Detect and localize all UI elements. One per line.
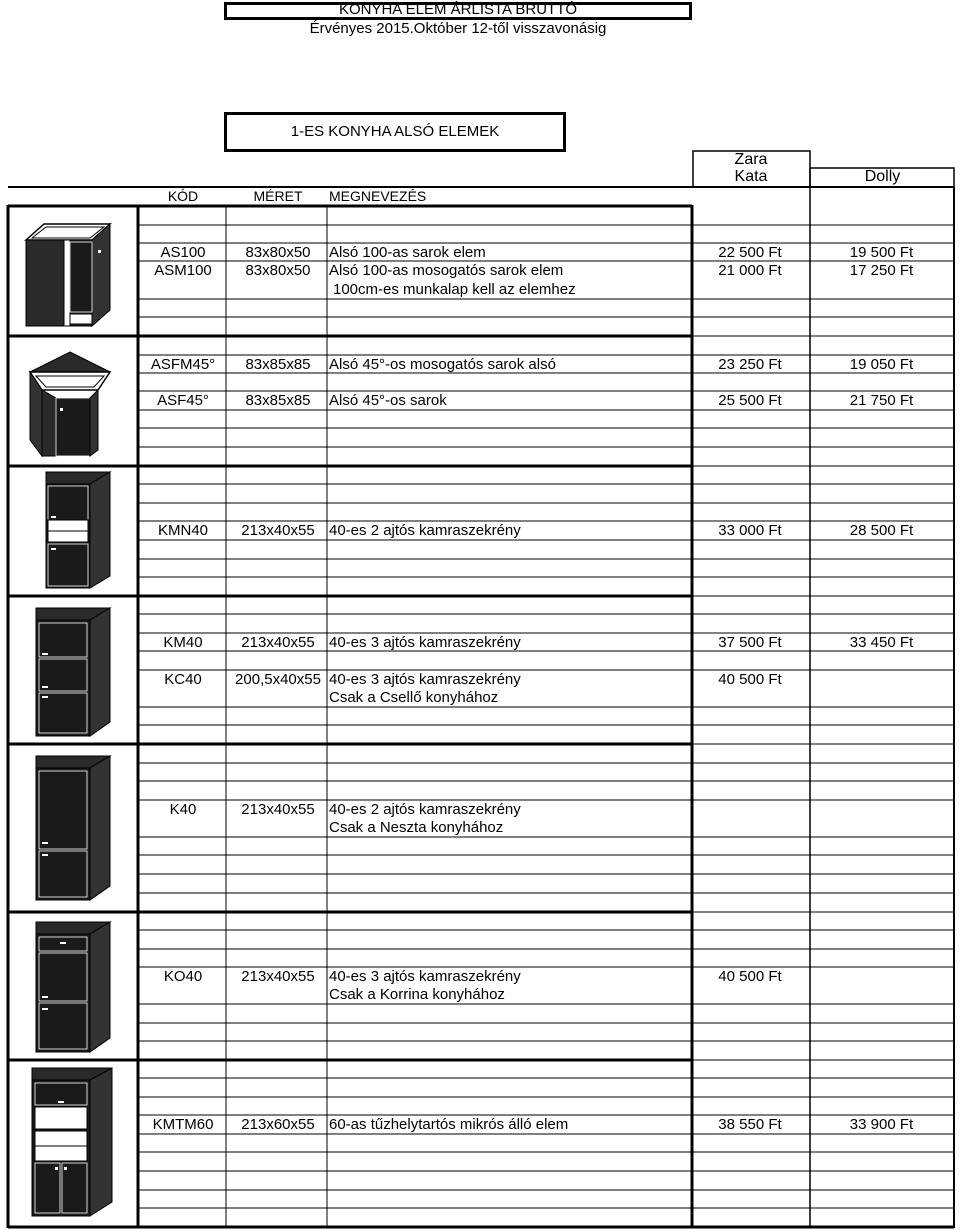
- row-size: 213x40x55: [241, 634, 315, 651]
- corner-base-cabinet-image: [24, 222, 112, 330]
- page-subtitle: Érvényes 2015.Október 12-től visszavonásig: [309, 20, 607, 37]
- column-header-size: MÉRET: [253, 188, 303, 204]
- row-price-zara: 22 500 Ft: [718, 244, 782, 261]
- row-price-zara: 40 500 Ft: [718, 968, 782, 985]
- row-name: Alsó 45°-os mosogatós sarok alsó: [329, 356, 556, 373]
- row-price-dolly: 19 050 Ft: [849, 356, 914, 373]
- row-name: 60-as tűzhelytartós mikrós álló elem: [329, 1116, 569, 1133]
- column-header-kata: Kata: [734, 168, 768, 185]
- row-note: 100cm-es munkalap kell az elemhez: [333, 281, 576, 298]
- column-header-name: MEGNEVEZÉS: [329, 188, 427, 204]
- row-code: KC40: [164, 671, 202, 688]
- row-price-dolly: 17 250 Ft: [849, 262, 914, 279]
- row-name: 40-es 2 ajtós kamraszekrény: [329, 801, 521, 818]
- row-price-zara: 40 500 Ft: [718, 671, 782, 688]
- row-name: 40-es 3 ajtós kamraszekrény: [329, 671, 521, 688]
- oven-microwave-tall-unit-image: [26, 1066, 116, 1220]
- row-price-zara: 25 500 Ft: [718, 392, 782, 409]
- row-price-zara: 23 250 Ft: [718, 356, 782, 373]
- row-price-zara: 21 000 Ft: [718, 262, 782, 279]
- row-code: ASFM45°: [150, 356, 216, 373]
- row-code: KMN40: [157, 522, 209, 539]
- row-name: Alsó 45°-os sarok: [329, 392, 447, 409]
- row-price-dolly: 21 750 Ft: [849, 392, 914, 409]
- row-code: KO40: [163, 968, 203, 985]
- row-note: Csak a Neszta konyhához: [329, 819, 504, 836]
- column-header-code: KÓD: [167, 188, 199, 204]
- row-code: KM40: [163, 634, 203, 651]
- row-note: Csak a Csellő konyhához: [329, 689, 499, 706]
- row-name: Alsó 100-as mosogatós sarok elem: [329, 262, 564, 279]
- row-price-dolly: 19 500 Ft: [849, 244, 914, 261]
- row-price-zara: 33 000 Ft: [718, 522, 782, 539]
- row-size: 83x80x50: [245, 262, 311, 279]
- row-size: 213x60x55: [241, 1116, 315, 1133]
- row-size: 83x80x50: [245, 244, 311, 261]
- angled-corner-cabinet-image: [26, 350, 114, 458]
- row-code: KMTM60: [152, 1116, 214, 1133]
- row-size: 213x40x55: [241, 968, 315, 985]
- row-note: Csak a Korrina konyhához: [329, 986, 505, 1003]
- tall-3-door-pantry-ko40-image: [30, 920, 114, 1054]
- tall-3-door-pantry-image: [30, 606, 114, 738]
- row-name: Alsó 100-as sarok elem: [329, 244, 486, 261]
- row-size: 213x40x55: [241, 801, 315, 818]
- column-header-dolly: Dolly: [864, 168, 901, 185]
- section-title: 1-ES KONYHA ALSÓ ELEMEK: [224, 112, 566, 152]
- row-price-dolly: 28 500 Ft: [849, 522, 914, 539]
- row-size: 213x40x55: [241, 522, 315, 539]
- tall-2-door-pantry-image: [30, 470, 114, 590]
- row-name: 40-es 2 ajtós kamraszekrény: [329, 522, 521, 539]
- row-price-zara: 37 500 Ft: [718, 634, 782, 651]
- row-code: ASF45°: [157, 392, 209, 409]
- row-price-zara: 38 550 Ft: [718, 1116, 782, 1133]
- row-name: 40-es 3 ajtós kamraszekrény: [329, 968, 521, 985]
- row-size: 83x85x85: [245, 356, 311, 373]
- row-code: ASM100: [154, 262, 212, 279]
- row-price-dolly: 33 450 Ft: [849, 634, 914, 651]
- tall-2-door-pantry-k40-image: [30, 754, 114, 904]
- row-size: 83x85x85: [245, 392, 311, 409]
- row-size: 200,5x40x55: [235, 671, 321, 688]
- row-price-dolly: 33 900 Ft: [849, 1116, 914, 1133]
- row-code: K40: [169, 801, 197, 818]
- page-title: KONYHA ELEM ÁRLISTA BRUTTÓ: [338, 1, 578, 18]
- column-header-zara: Zara: [734, 151, 768, 168]
- row-name: 40-es 3 ajtós kamraszekrény: [329, 634, 521, 651]
- row-code: AS100: [160, 244, 206, 261]
